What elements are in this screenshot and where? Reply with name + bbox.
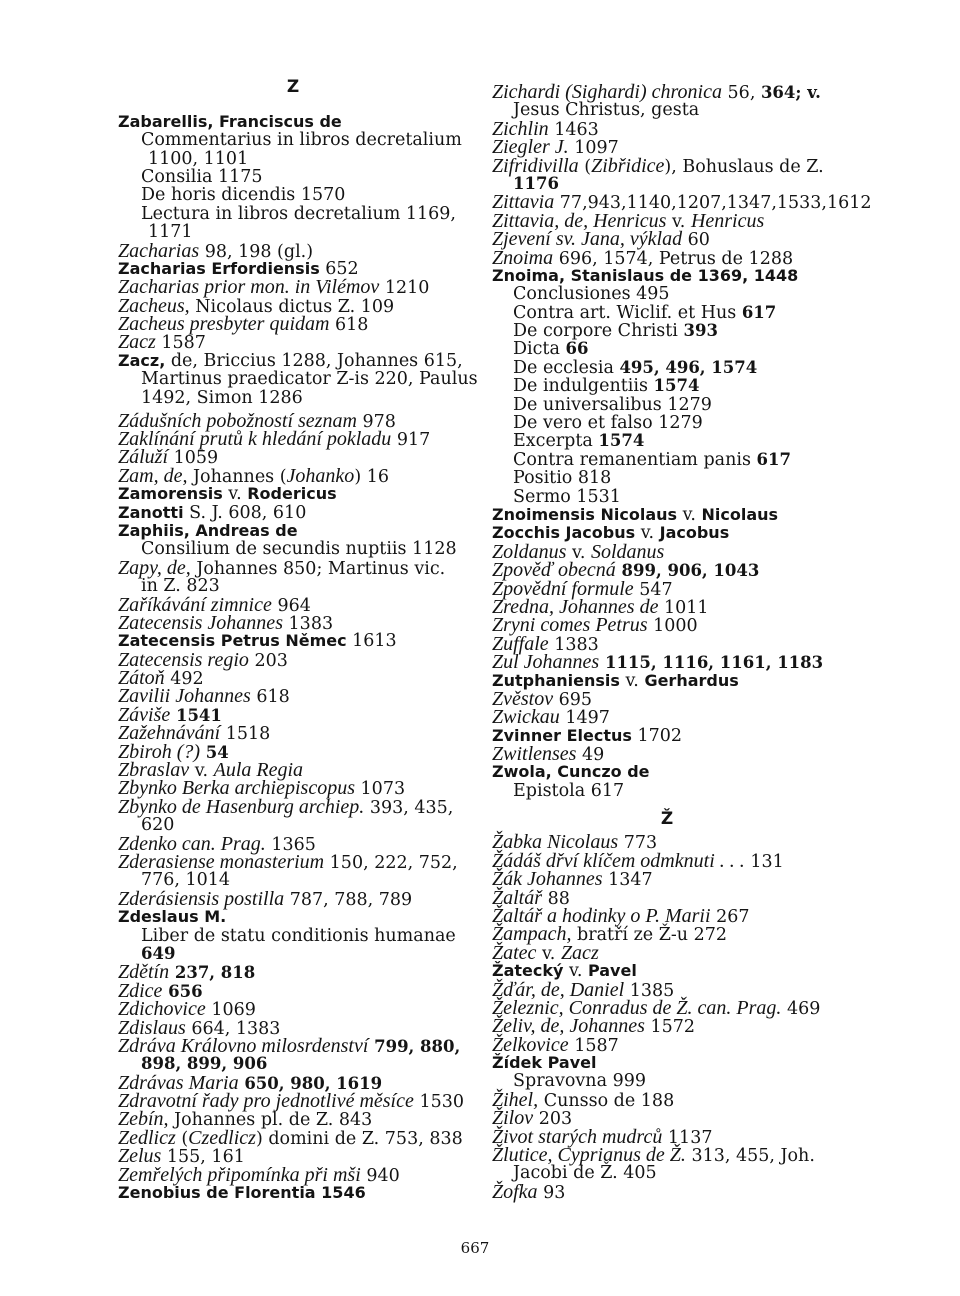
italic-term: Zedlicz xyxy=(118,1126,176,1149)
entry-text: 155, 161 xyxy=(161,1147,245,1168)
italic-term: Zam, de, xyxy=(118,464,188,487)
italic-term: Zwitlenses xyxy=(492,743,577,766)
entry-text: 1069 xyxy=(205,1000,256,1021)
index-subentry xyxy=(492,396,842,414)
index-subentry xyxy=(492,782,842,800)
italic-term: Soldanus xyxy=(590,540,665,563)
index-entry xyxy=(492,1144,842,1167)
entry-text: 1587 xyxy=(155,333,206,354)
index-entry xyxy=(492,154,842,177)
italic-term: Žďár, de, Daniel xyxy=(492,978,625,1001)
italic-term: Žádáš dřví klíčem odmknuti . . . xyxy=(492,849,745,872)
index-entry xyxy=(492,923,842,946)
bold-headword: Znoima, Stanislaus de 1369, 1448 xyxy=(492,265,799,285)
bold-headword: Znoimensis Nicolaus xyxy=(492,504,678,524)
index-entry xyxy=(492,868,842,891)
italic-term: Život starých mudrců xyxy=(492,1125,663,1148)
bold-reference: 1574 xyxy=(653,376,700,396)
italic-term: Železnic, Conradus de Ž. can. Prag. xyxy=(492,996,782,1019)
index-subentry xyxy=(492,432,842,450)
italic-term: Žlutice, Cyprianus de Ž. xyxy=(492,1144,686,1167)
index-subentry xyxy=(492,488,842,506)
index-entry xyxy=(118,504,468,522)
italic-term: Želkovice xyxy=(492,1033,569,1056)
section-heading-z-caron: Ž xyxy=(660,809,674,830)
bold-headword: Zacharias Erfordiensis xyxy=(118,258,320,278)
entry-text: v. xyxy=(677,504,702,525)
index-entry xyxy=(118,887,468,910)
bold-headword: Nicolaus xyxy=(701,504,779,524)
italic-term: Zacz xyxy=(560,941,599,964)
bold-reference: 656 xyxy=(162,981,203,1001)
italic-term: Zredna, Johannes de xyxy=(492,595,659,618)
entry-text: v. xyxy=(635,523,660,544)
index-entry xyxy=(118,908,468,926)
entry-text: de, Briccius 1288, Johannes 615, xyxy=(165,350,463,371)
italic-term: Záluží xyxy=(118,446,169,469)
entry-text: De universalibus 1279 xyxy=(513,394,712,415)
italic-term: Zádušních pobožností seznam xyxy=(118,409,357,432)
index-entry xyxy=(118,1163,468,1186)
italic-term: Žabka Nicolaus xyxy=(492,831,619,854)
entry-text: 1492, Simon 1286 xyxy=(141,387,303,408)
entry-text: Contra art. Wiclif. et Hus xyxy=(513,302,742,323)
italic-term: Zátoň xyxy=(118,667,165,690)
index-entry xyxy=(492,651,842,674)
bold-reference: 649 xyxy=(141,943,176,963)
italic-term: Znoima xyxy=(492,246,554,269)
italic-term: Žatec xyxy=(492,941,537,964)
entry-text: 620 xyxy=(141,815,175,836)
index-subentry xyxy=(492,1072,842,1090)
bold-headword: Zanotti xyxy=(118,502,184,522)
entry-text: 77,943,1140,1207,1347,1533,1612 xyxy=(554,193,872,214)
italic-term: Zacheus, xyxy=(118,294,190,317)
entry-text: Johannes pl. de Z. 843 xyxy=(168,1110,373,1131)
entry-text: Positio 818 xyxy=(513,468,612,489)
entry-text: 664, 1383 xyxy=(185,1018,281,1039)
index-entry xyxy=(118,1126,468,1149)
index-subentry xyxy=(492,377,842,395)
italic-term: Zdětín xyxy=(118,961,170,984)
entry-text: 1385 xyxy=(624,980,675,1001)
index-subentry xyxy=(492,359,842,377)
italic-term: Žaltář xyxy=(492,886,543,909)
bold-reference: 617 xyxy=(741,302,777,322)
italic-term: Zapy, de, xyxy=(118,556,191,579)
entry-text: 393, 435, xyxy=(364,797,454,818)
entry-text: 1463 xyxy=(548,119,599,140)
entry-text: 1613 xyxy=(346,631,397,652)
italic-term: Zpovědní formule xyxy=(492,577,634,600)
index-entry xyxy=(118,556,468,579)
entry-text: v. xyxy=(563,961,588,982)
italic-term: Zdenko can. Prag. xyxy=(118,832,266,855)
entry-text: 652 xyxy=(319,258,359,279)
entry-text: Johannes ( xyxy=(187,466,287,487)
italic-term: Zavilii Johannes xyxy=(118,685,251,708)
entry-text: 1587 xyxy=(568,1035,619,1056)
entry-text: Conclusiones 495 xyxy=(513,284,670,305)
entry-text: 150, 222, 752, xyxy=(324,853,458,873)
italic-term: Zdrávas Maria xyxy=(118,1071,239,1094)
entry-text: 60 xyxy=(682,230,710,251)
index-subentry xyxy=(492,304,842,322)
bold-reference: 237, 818 xyxy=(169,963,256,983)
entry-text: 618 xyxy=(250,687,290,708)
entry-text: Lectura in libros decretalium 1169, xyxy=(141,203,456,224)
index-entry xyxy=(118,313,468,336)
italic-term: Žaltář a hodinky o P. Marii xyxy=(492,904,711,927)
italic-term: Zderasiense monasterium xyxy=(118,851,325,873)
entry-text: ( xyxy=(175,1128,189,1149)
italic-term: Zacharias prior mon. in Vilémov xyxy=(118,276,380,299)
bold-reference: 1574 xyxy=(598,431,645,451)
index-subentry xyxy=(492,285,842,303)
italic-term: Zoldanus xyxy=(492,540,567,563)
entry-text: 93 xyxy=(537,1182,566,1203)
entry-text: 1518 xyxy=(220,724,271,745)
index-entry xyxy=(118,113,468,131)
entry-text: 695 xyxy=(553,689,593,710)
entry-text: 1530 xyxy=(413,1092,464,1113)
italic-term: Zibřidice xyxy=(591,154,665,177)
italic-term: Zuffale xyxy=(492,632,549,655)
index-entry xyxy=(118,1184,468,1202)
entry-text: 267 xyxy=(710,906,750,927)
italic-term: Zacz xyxy=(118,331,156,354)
entry-text: v. xyxy=(189,761,214,782)
entry-text: Dicta xyxy=(513,339,566,360)
index-entry xyxy=(492,506,842,524)
italic-term: Zpověď obecná xyxy=(492,559,616,582)
left-column xyxy=(118,77,478,1203)
entry-text: 88 xyxy=(542,888,570,909)
italic-term: Zjevení sv. Jana, výklad xyxy=(492,228,683,251)
entry-text: 1702 xyxy=(631,725,683,746)
entry-text: 1059 xyxy=(168,448,219,469)
bold-reference: 1176 xyxy=(513,173,559,193)
index-continuation xyxy=(118,389,468,407)
italic-term: Zbraslav xyxy=(118,759,190,782)
italic-term: Zdislaus xyxy=(118,1016,186,1039)
entry-text: Johannes 850; Martinus vic. xyxy=(190,558,446,579)
index-entry xyxy=(492,941,842,964)
index-subentry xyxy=(118,186,468,204)
bold-headword: Zabarellis, Franciscus de xyxy=(118,111,342,131)
italic-term: Zwickau xyxy=(492,706,560,729)
italic-term: Žilov xyxy=(492,1107,534,1130)
italic-term: Zderásiensis postilla xyxy=(118,887,285,910)
bold-headword: Jacobus xyxy=(659,523,730,543)
entry-text: 98, 198 (gl.) xyxy=(199,241,314,262)
italic-term: Zittavia xyxy=(492,191,555,214)
italic-term: Žihel, xyxy=(492,1088,539,1111)
italic-term: Zatecensis regio xyxy=(118,648,249,671)
entry-text: 1097 xyxy=(568,138,619,159)
entry-text: 1171 xyxy=(148,222,193,243)
italic-term: Zvěstov xyxy=(492,687,554,710)
entry-text: 964 xyxy=(271,595,311,616)
entry-text: 49 xyxy=(576,745,605,766)
left-column-entries xyxy=(118,111,478,1203)
bold-reference: 66 xyxy=(565,339,589,359)
bold-reference: 898, 899, 906 xyxy=(141,1054,268,1074)
index-entry xyxy=(118,648,468,671)
entry-text: Contra remanentiam panis xyxy=(513,449,757,470)
entry-text: v. xyxy=(566,542,591,563)
bold-headword: Rodericus xyxy=(247,484,337,504)
entry-text: 1347 xyxy=(602,870,653,891)
index-subentry xyxy=(492,414,842,432)
index-entry xyxy=(118,795,468,818)
entry-text: Jacobi de Ž. 405 xyxy=(513,1163,657,1184)
italic-term: Zebín, xyxy=(118,1108,169,1131)
index-entry xyxy=(118,1090,468,1113)
index-subentry xyxy=(118,168,468,186)
italic-term: Johanko xyxy=(286,464,355,487)
entry-text: 203 xyxy=(533,1109,573,1130)
entry-text: 313, 455, Joh. xyxy=(685,1146,815,1167)
bold-reference: 899, 906, 1043 xyxy=(615,561,760,581)
index-entry xyxy=(492,743,842,766)
bold-headword: Zocchis Jacobus xyxy=(492,523,636,543)
entry-text: 1073 xyxy=(354,779,406,800)
italic-term: Zbynko Berka archiepiscopus xyxy=(118,777,355,800)
index-subentry xyxy=(118,927,468,945)
italic-term: Zatecensis Johannes xyxy=(118,611,283,634)
index-entry xyxy=(118,961,468,984)
index-entry xyxy=(492,246,842,269)
entry-text: 940 xyxy=(360,1165,400,1186)
index-entry xyxy=(492,1033,842,1056)
index-entry xyxy=(118,331,468,354)
bold-reference: 1115, 1116, 1161, 1183 xyxy=(599,653,824,673)
bold-headword: Zutphaniensis xyxy=(492,670,620,690)
bold-reference: 393 xyxy=(683,321,718,341)
entry-text: Jesus Christus, gesta xyxy=(513,100,700,121)
entry-text: 1011 xyxy=(658,597,709,618)
italic-term: Žampach, xyxy=(492,923,572,946)
italic-term: Zažehnávání xyxy=(118,722,221,745)
italic-term: Záviše xyxy=(118,703,171,726)
bold-reference: 799, 880, xyxy=(368,1036,461,1056)
right-column xyxy=(492,81,872,1203)
bold-headword: Zvinner Electus xyxy=(492,725,632,745)
entry-text: De indulgentiis xyxy=(513,376,654,397)
entry-text: Spravovna 999 xyxy=(513,1071,646,1092)
entry-text: 618 xyxy=(329,315,369,336)
italic-term: Zichlin xyxy=(492,117,549,140)
italic-term: Zdichovice xyxy=(118,998,206,1021)
italic-term: Zul Johannes xyxy=(492,651,600,674)
bold-headword: Zaphiis, Andreas de xyxy=(118,520,298,540)
italic-term: Zdravotní řady pro jednotlivé měsíce xyxy=(118,1090,414,1113)
entry-text: v. xyxy=(222,484,248,505)
entry-text: De vero et falso 1279 xyxy=(513,413,703,434)
index-subentry xyxy=(118,131,468,149)
index-entry xyxy=(118,428,468,451)
italic-term: Ziegler J. xyxy=(492,136,569,159)
bold-headword: Zamorensis xyxy=(118,484,223,504)
right-column-section-entries xyxy=(492,833,842,1201)
entry-text: De horis dicendis 1570 xyxy=(141,185,346,206)
index-entry xyxy=(492,763,842,781)
entry-text: Nicolaus dictus Z. 109 xyxy=(189,296,395,317)
italic-term: Žofka xyxy=(492,1180,538,1203)
entry-text: 1365 xyxy=(265,834,316,855)
italic-term: Zelus xyxy=(118,1145,162,1168)
bold-headword: Gerhardus xyxy=(644,670,739,690)
italic-term: Zichardi (Sighardi) chronica xyxy=(492,81,722,103)
entry-text: 773 xyxy=(618,833,658,854)
entry-text: 1383 xyxy=(548,634,599,655)
bold-headword: Pavel xyxy=(587,961,637,981)
entry-text: 1000 xyxy=(647,616,698,637)
index-entry xyxy=(492,1088,842,1111)
entry-text: ( xyxy=(578,156,592,177)
italic-term: Zdice xyxy=(118,979,163,1002)
index-entry xyxy=(118,485,468,503)
index-subentry xyxy=(492,451,842,469)
entry-text: Excerpta xyxy=(513,431,599,452)
right-column-entries xyxy=(492,81,872,801)
entry-text: 1497 xyxy=(559,708,610,729)
bold-headword: Žatecký xyxy=(492,961,564,981)
entry-text: bratří ze Ž-u 272 xyxy=(571,925,728,946)
entry-text: 56, xyxy=(721,83,761,103)
italic-term: Želiv, de, Johannes xyxy=(492,1015,645,1038)
italic-term: Czedlicz xyxy=(188,1126,256,1149)
section-heading-z: Z xyxy=(286,77,300,97)
entry-text: 787, 788, 789 xyxy=(284,889,413,910)
italic-term: Zaklínání prutů k hledání pokladu xyxy=(118,428,392,451)
index-entry xyxy=(118,685,468,708)
entry-text: 1210 xyxy=(379,278,430,299)
entry-text: 469 xyxy=(781,998,821,1019)
bold-reference: 364; v. xyxy=(760,83,821,102)
italic-term: Zifridivilla xyxy=(492,154,579,177)
entry-text: 547 xyxy=(633,579,673,600)
bold-headword: Zenobius de Florentia 1546 xyxy=(118,1183,366,1203)
bold-headword: Žídek Pavel xyxy=(492,1053,597,1073)
bold-reference: 617 xyxy=(756,449,791,469)
index-entry xyxy=(492,83,842,101)
italic-term: Henricus xyxy=(690,209,765,232)
entry-text: ), Bohuslaus de Z. xyxy=(664,156,824,177)
italic-term: Aula Regia xyxy=(213,759,304,782)
italic-term: Zacheus presbyter quidam xyxy=(118,313,330,336)
entry-text: Liber de statu conditionis humanae xyxy=(141,925,456,946)
entry-text: Consilium de secundis nuptiis 1128 xyxy=(141,539,457,560)
italic-term: Zbynko de Hasenburg archiep. xyxy=(118,795,365,818)
entry-text: 776, 1014 xyxy=(141,870,231,891)
entry-text: De ecclesia xyxy=(513,357,620,378)
italic-term: Zittavia, de, Henricus xyxy=(492,209,667,232)
index-subentry xyxy=(118,205,468,223)
entry-text: 131 xyxy=(744,851,784,872)
index-entry xyxy=(118,522,468,540)
entry-text: Epistola 617 xyxy=(513,780,625,801)
entry-text: Cunsso de 188 xyxy=(538,1090,675,1111)
entry-text: v. xyxy=(666,211,691,232)
entry-text: ) domini de Z. 753, 838 xyxy=(255,1128,463,1149)
italic-term: Zaříkávání zimnice xyxy=(118,593,272,616)
index-entry xyxy=(492,706,842,729)
index-entry xyxy=(492,267,842,285)
bold-headword: Zwola, Cunczo de xyxy=(492,762,650,782)
entry-text: 1137 xyxy=(662,1127,713,1148)
index-entry xyxy=(118,464,468,487)
entry-text: Consilia 1175 xyxy=(141,166,263,187)
entry-text: v. xyxy=(619,670,645,691)
entry-text: 203 xyxy=(248,650,288,671)
index-continuation xyxy=(118,369,478,390)
index-entry xyxy=(118,611,468,634)
bold-headword: Zatecensis Petrus Němec xyxy=(118,631,347,651)
italic-term: Žák Johannes xyxy=(492,868,603,891)
entry-text: 492 xyxy=(164,669,204,690)
italic-term: Zbiroh (?) xyxy=(118,740,201,763)
entry-text: 917 xyxy=(391,430,431,451)
italic-term: Zdráva Královno milosrdenství xyxy=(118,1034,369,1057)
index-entry xyxy=(492,1054,842,1072)
index-entry xyxy=(118,853,468,871)
italic-term: Zacharias xyxy=(118,239,200,262)
entry-text: 696, 1574, Petrus de 1288 xyxy=(553,248,794,269)
entry-text: Commentarius in libros decretalium xyxy=(141,130,462,151)
entry-text: De corpore Christi xyxy=(513,321,684,342)
entry-text: in Z. 823 xyxy=(141,576,220,597)
index-entry xyxy=(118,1034,468,1057)
entry-text: S. J. 608, 610 xyxy=(183,502,307,523)
bold-headword: Zdeslaus M. xyxy=(118,907,227,927)
italic-term: Zryni comes Petrus xyxy=(492,614,648,637)
index-continuation xyxy=(118,945,468,963)
entry-text: 1572 xyxy=(644,1017,696,1038)
index-subentry xyxy=(492,469,842,487)
index-subentry xyxy=(492,322,842,340)
bold-reference: 495, 496, 1574 xyxy=(619,357,758,377)
entry-text: Martinus praedicator Z-is 220, Paulus xyxy=(141,369,478,390)
index-entry xyxy=(118,352,468,370)
entry-text: Sermo 1531 xyxy=(513,486,621,507)
italic-term: Zemřelých připomínka při mši xyxy=(118,1163,361,1186)
bold-headword: Zacz, xyxy=(118,350,166,370)
index-continuation xyxy=(118,150,468,168)
bold-reference: 650, 980, 1619 xyxy=(238,1073,383,1093)
index-continuation xyxy=(492,1164,842,1182)
index-entry xyxy=(492,1180,842,1203)
index-entry xyxy=(118,239,468,262)
entry-text: 1383 xyxy=(282,613,334,634)
entry-text: 978 xyxy=(356,411,396,432)
entry-text: 1100, 1101 xyxy=(148,148,249,169)
bold-reference: 54 xyxy=(200,742,229,762)
index-subentry xyxy=(492,340,842,358)
entry-text: ) 16 xyxy=(354,466,389,487)
bold-reference: 1541 xyxy=(170,705,222,725)
page-number: 667 xyxy=(460,1239,490,1257)
entry-text: v. xyxy=(536,943,561,964)
